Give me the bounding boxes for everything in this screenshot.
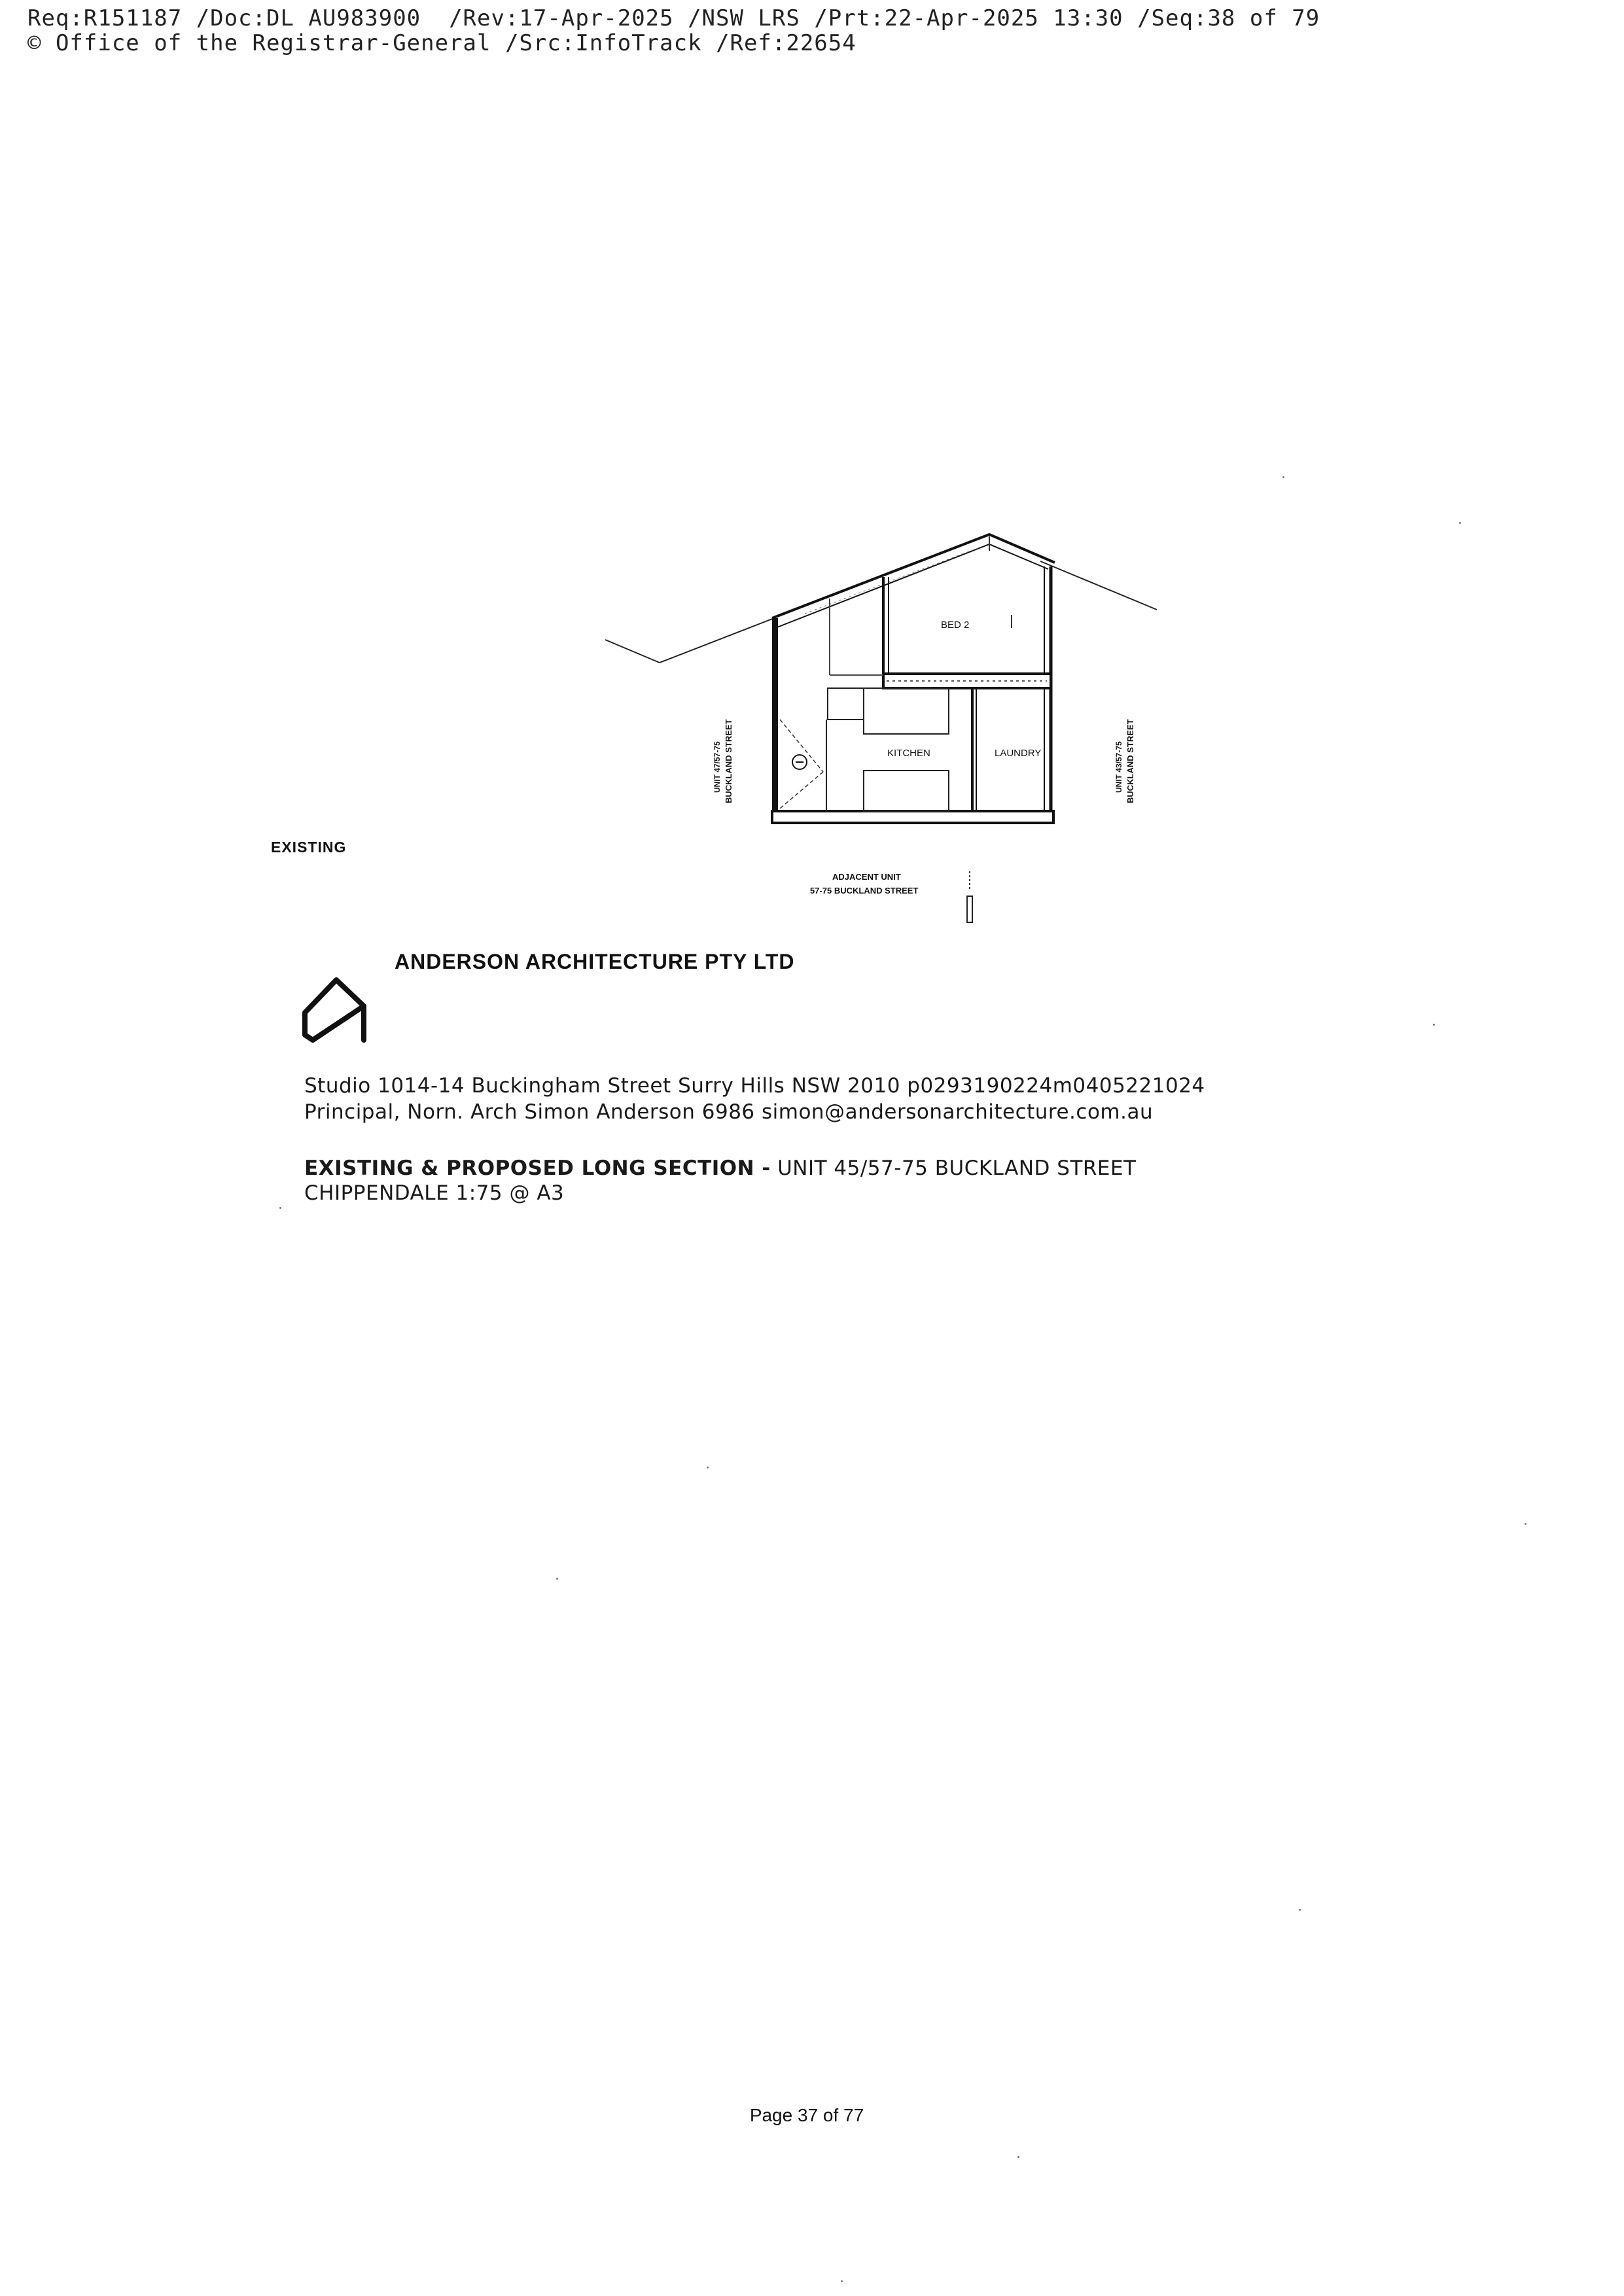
scan-speck [556,1578,558,1580]
scan-speck [1459,522,1461,524]
scan-speck [279,1207,281,1209]
page-number-text: Page 37 of 77 [749,2105,864,2125]
document-reference-line: Req:R151187 /Doc:DL AU983900 /Rev:17-Apr-2025 /NSW LRS /Prt:22-Apr-2025 13:30 /Seq:38 of 79 [27,5,1320,31]
scan-speck [707,1467,709,1469]
drawing-title-rest: UNIT 45/57-75 BUCKLAND STREET [770,1157,1137,1180]
drawing-title-bold: EXISTING & PROPOSED LONG SECTION - [304,1157,771,1180]
scan-speck [841,2280,843,2282]
copyright-source-line: © Office of the Registrar-General /Src:InfoTrack /Ref:22654 [27,30,856,56]
kitchen-upper-cupboards [864,688,949,734]
scan-speck [1282,476,1284,478]
stair-diagonal-1 [780,720,823,772]
scan-speck [1017,2156,1019,2158]
drawing-title-line2: CHIPPENDALE 1:75 @ A3 [304,1181,565,1205]
adjacent-unit-label-1: ADJACENT UNIT [832,872,901,882]
right-unit-label-1: UNIT 43/57-75 [1114,741,1123,793]
ground-floor-slab [772,811,1053,823]
page-number [0,2105,1624,2126]
existing-label: EXISTING [271,839,347,856]
firm-address: Studio 1014-14 Buckingham Street Surry Hills NSW 2010 p0293190224m0405221024 [304,1074,1205,1098]
scan-speck [1433,1024,1435,1026]
firm-principal: Principal, Norn. Arch Simon Anderson 6986 simon@andersonarchitecture.com.au [304,1100,1154,1124]
room-label-kitchen: KITCHEN [887,748,930,759]
adjacent-unit-marker [967,896,972,922]
roof-extension-left-outer [660,618,774,663]
room-label-laundry: LAUNDRY [995,748,1042,759]
firm-name: ANDERSON ARCHITECTURE PTY LTD [395,950,795,973]
kitchen-bench [864,771,949,811]
left-unit-label-1: UNIT 47/57-75 [713,741,722,793]
long-section-drawing [602,523,1178,929]
left-wall [772,618,778,822]
fridge [828,688,864,720]
roof-extension-left [605,640,660,663]
right-unit-label-2: BUCKLAND STREET [1125,719,1135,803]
scan-speck [1525,1523,1527,1525]
room-label-bed2: BED 2 [941,619,970,631]
roof-hatch [805,547,981,614]
roof-outline [772,534,1055,618]
drawing-title [304,1157,1137,1180]
upper-floor-slab [883,674,1051,688]
stair-diagonal-2 [780,772,823,809]
roof-inner-line [775,544,1048,628]
house-logo-icon [300,975,378,1047]
scan-speck [1299,1909,1301,1911]
left-unit-label-2: BUCKLAND STREET [724,719,733,803]
adjacent-unit-label-2: 57-75 BUCKLAND STREET [810,886,919,896]
roof-extension-right [1040,561,1157,610]
